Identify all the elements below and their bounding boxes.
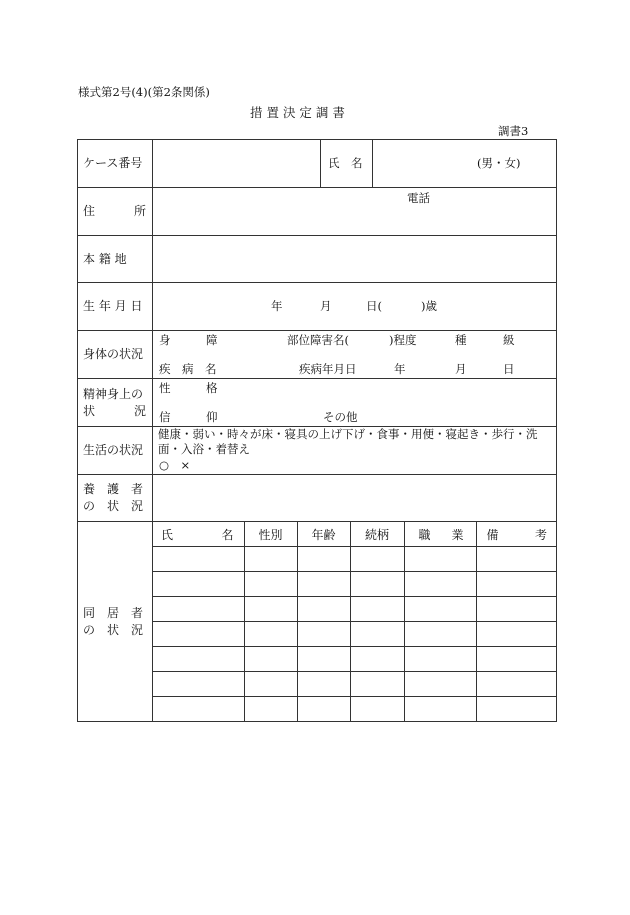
domicile-label bbox=[78, 236, 153, 283]
cell[interactable] bbox=[404, 672, 476, 697]
cell[interactable] bbox=[297, 622, 350, 647]
age-label: )歳 bbox=[421, 299, 437, 313]
cell[interactable] bbox=[350, 597, 404, 622]
document-title: 措 置 決 定 調 書 bbox=[250, 105, 345, 120]
grade-label: 級 bbox=[503, 333, 515, 347]
cohabitants-row bbox=[78, 522, 557, 722]
cell[interactable] bbox=[244, 672, 297, 697]
physical-sho: 障 bbox=[206, 333, 218, 347]
address-label-a: 住 bbox=[83, 204, 96, 218]
mental-field[interactable] bbox=[153, 379, 557, 427]
gender-options: (男・女) bbox=[477, 156, 521, 170]
mental-row bbox=[78, 379, 557, 427]
cell[interactable] bbox=[244, 697, 297, 722]
domicile-field[interactable] bbox=[153, 236, 557, 283]
disease-year-label: 年 bbox=[394, 362, 406, 376]
cell[interactable] bbox=[153, 647, 244, 672]
type-label: 種 bbox=[455, 333, 467, 347]
living-label-text: 生活の状況 bbox=[83, 443, 144, 457]
cell[interactable] bbox=[404, 647, 476, 672]
living-label bbox=[78, 427, 153, 475]
personality-kaku: 格 bbox=[206, 381, 218, 395]
table-row bbox=[153, 547, 557, 572]
disease-day-label: 日 bbox=[503, 362, 515, 376]
cell[interactable] bbox=[476, 547, 557, 572]
document-code: 調書3 bbox=[498, 124, 529, 138]
col-job-1: 職 bbox=[418, 527, 431, 542]
guardian-label-a: 養 護 者 bbox=[83, 482, 144, 496]
faith-gyo: 仰 bbox=[206, 410, 218, 424]
col-note-header bbox=[476, 522, 557, 547]
mental-label-b2: 況 bbox=[133, 403, 146, 418]
address-field[interactable] bbox=[153, 188, 557, 236]
cell[interactable] bbox=[244, 647, 297, 672]
physical-label bbox=[78, 331, 153, 379]
disease-month-label: 月 bbox=[455, 362, 467, 376]
guardian-label bbox=[78, 475, 153, 522]
guardian-row bbox=[78, 475, 557, 522]
domicile-row bbox=[78, 236, 557, 283]
living-marks: ○ × bbox=[159, 458, 191, 472]
cell[interactable] bbox=[153, 572, 244, 597]
physical-shin: 身 bbox=[159, 333, 171, 347]
cell[interactable] bbox=[404, 697, 476, 722]
cell[interactable] bbox=[350, 672, 404, 697]
cell[interactable] bbox=[350, 697, 404, 722]
cell[interactable] bbox=[153, 547, 244, 572]
case-number-label-text: ケース番号 bbox=[83, 156, 143, 170]
cell[interactable] bbox=[244, 572, 297, 597]
table-row bbox=[153, 572, 557, 597]
cell[interactable] bbox=[476, 597, 557, 622]
cohabitants-table bbox=[153, 522, 557, 721]
case-number-field[interactable] bbox=[153, 140, 321, 187]
living-row bbox=[78, 427, 557, 475]
cell[interactable] bbox=[297, 647, 350, 672]
personality-sei: 性 bbox=[159, 381, 171, 395]
cell[interactable] bbox=[350, 647, 404, 672]
cell[interactable] bbox=[476, 572, 557, 597]
cell[interactable] bbox=[153, 672, 244, 697]
mental-label-a: 精神身上の bbox=[83, 386, 144, 401]
physical-field[interactable] bbox=[153, 331, 557, 379]
col-sex-header: 性別 bbox=[244, 522, 297, 547]
domicile-label-text: 本 籍 地 bbox=[83, 251, 127, 266]
cell[interactable] bbox=[476, 672, 557, 697]
address-label-b: 所 bbox=[133, 204, 146, 218]
living-field[interactable] bbox=[153, 427, 557, 475]
guardian-label-b: の 状 況 bbox=[83, 499, 144, 513]
col-job-2: 業 bbox=[451, 527, 464, 542]
col-relation-header: 続柄 bbox=[350, 522, 404, 547]
col-job-header bbox=[404, 522, 476, 547]
birth-year-label: 年 bbox=[271, 299, 283, 313]
cell[interactable] bbox=[297, 697, 350, 722]
degree-label: )程度 bbox=[389, 333, 417, 347]
cell[interactable] bbox=[244, 622, 297, 647]
disease-date-label: 疾病年月日 bbox=[299, 362, 357, 376]
table-row bbox=[153, 597, 557, 622]
birthdate-field[interactable] bbox=[153, 283, 557, 331]
cell[interactable] bbox=[153, 597, 244, 622]
table-row bbox=[153, 672, 557, 697]
table-row bbox=[153, 697, 557, 722]
cell[interactable] bbox=[404, 597, 476, 622]
name-label-cell bbox=[320, 140, 373, 187]
birthdate-label-text: 生 年 月 日 bbox=[83, 299, 143, 313]
decision-form-table bbox=[77, 139, 557, 722]
cohabitants-label bbox=[78, 522, 153, 722]
birth-day-label: 日( bbox=[366, 299, 382, 313]
col-note-1: 備 bbox=[486, 527, 499, 542]
form-number-label: 様式第2号(4)(第2条関係) bbox=[78, 85, 210, 99]
table-row bbox=[153, 622, 557, 647]
cell[interactable] bbox=[350, 547, 404, 572]
cell[interactable] bbox=[244, 547, 297, 572]
cohabitants-label-a: 同 居 者 bbox=[83, 605, 144, 620]
case-number-row bbox=[78, 140, 557, 188]
col-name-header bbox=[153, 522, 244, 547]
disease-name-label: 疾 病 名 bbox=[159, 362, 217, 376]
name-label: 氏 名 bbox=[328, 156, 363, 170]
cell[interactable] bbox=[297, 597, 350, 622]
name-field[interactable] bbox=[373, 140, 557, 187]
case-number-label bbox=[78, 140, 153, 188]
cell[interactable] bbox=[476, 697, 557, 722]
other-label: その他 bbox=[323, 410, 358, 424]
phone-label: 電話 bbox=[407, 191, 430, 205]
cell[interactable] bbox=[297, 672, 350, 697]
faith-shin: 信 bbox=[159, 410, 171, 424]
table-row bbox=[153, 647, 557, 672]
birth-month-label: 月 bbox=[320, 299, 332, 313]
birthdate-label bbox=[78, 283, 153, 331]
cell[interactable] bbox=[350, 622, 404, 647]
living-options-text: 健康・弱い・時々が床・寝具の上げ下げ・食事・用便・寝起き・歩行・洗面・入浴・着替え bbox=[158, 427, 538, 456]
cell[interactable] bbox=[404, 572, 476, 597]
col-note-2: 考 bbox=[534, 527, 547, 542]
disability-part-label: 部位障害名( bbox=[287, 333, 349, 347]
col-age-header: 年齢 bbox=[297, 522, 350, 547]
col-name-2: 名 bbox=[221, 527, 234, 542]
cell[interactable] bbox=[404, 547, 476, 572]
address-row bbox=[78, 188, 557, 236]
cell[interactable] bbox=[244, 597, 297, 622]
cohabitants-header-row bbox=[153, 522, 557, 547]
mental-label-b1: 状 bbox=[83, 403, 96, 418]
cell[interactable] bbox=[153, 622, 244, 647]
cell[interactable] bbox=[153, 697, 244, 722]
cell[interactable] bbox=[350, 572, 404, 597]
cell[interactable] bbox=[297, 572, 350, 597]
guardian-field[interactable] bbox=[153, 475, 557, 522]
cell[interactable] bbox=[476, 647, 557, 672]
cell[interactable] bbox=[297, 547, 350, 572]
cell[interactable] bbox=[404, 622, 476, 647]
col-name-1: 氏 bbox=[161, 527, 174, 542]
mental-label bbox=[78, 379, 153, 427]
birthdate-row bbox=[78, 283, 557, 331]
address-label bbox=[78, 188, 153, 236]
physical-label-text: 身体の状況 bbox=[83, 347, 144, 361]
cohabitants-label-b: の 状 況 bbox=[83, 622, 144, 637]
physical-row bbox=[78, 331, 557, 379]
cell[interactable] bbox=[476, 622, 557, 647]
